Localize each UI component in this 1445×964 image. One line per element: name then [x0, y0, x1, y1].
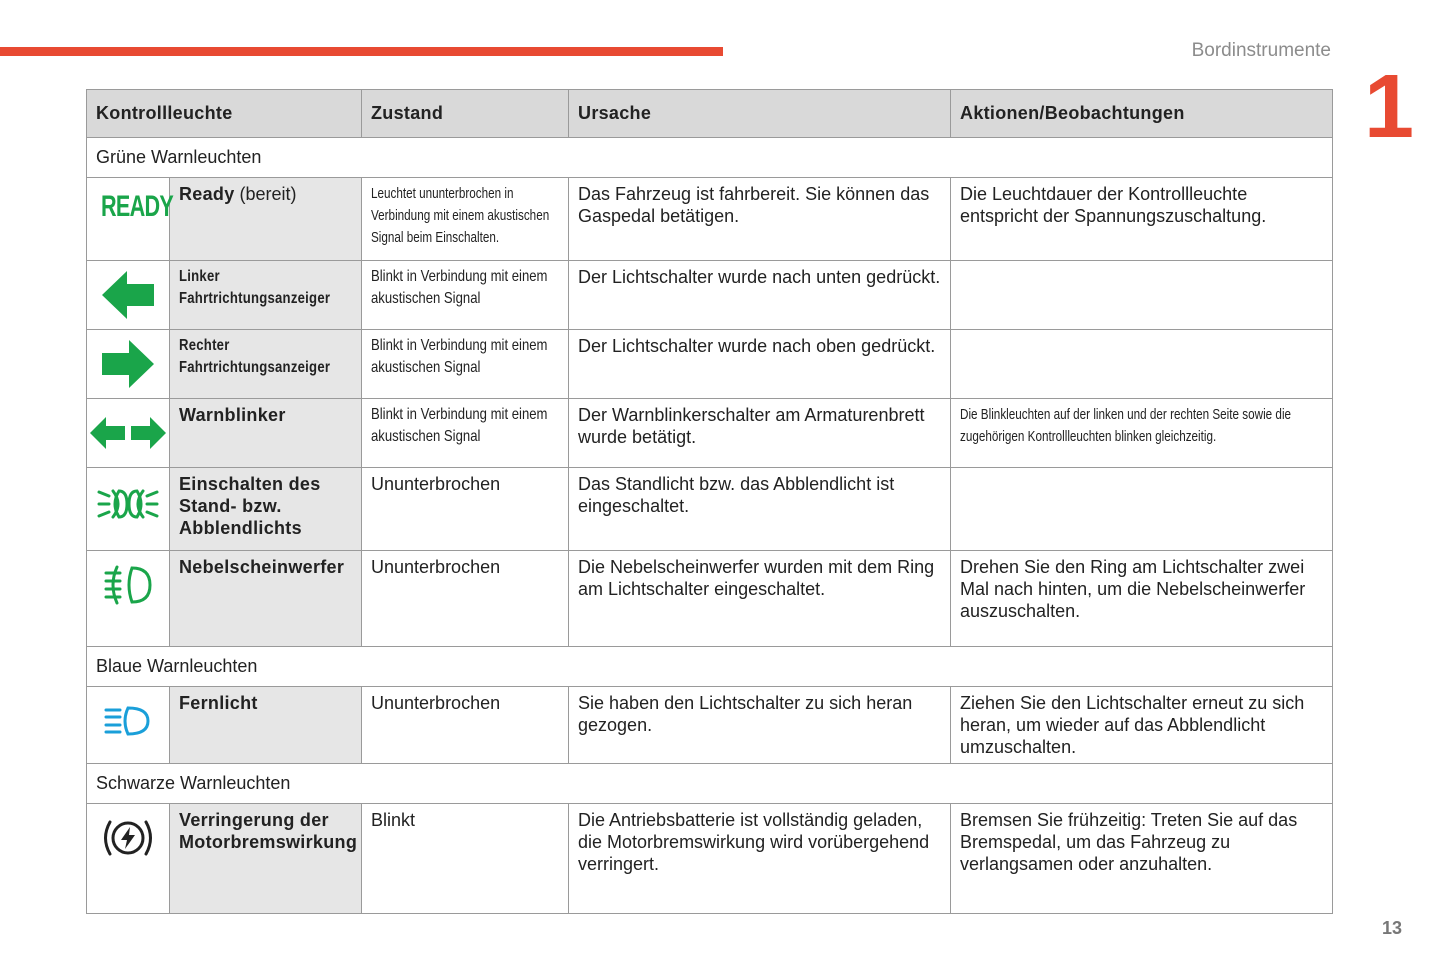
table-row: [87, 261, 1333, 330]
light-name-text: Warnblinker: [179, 405, 286, 425]
column-header: Aktionen/Beobachtungen: [951, 90, 1333, 138]
action-cell: Bremsen Sie frühzeitig: Treten Sie auf das Bremspedal, um das Fahrzeug zu verlangsamen oder anzuhalten.: [951, 804, 1333, 914]
light-name-text: Nebelscheinwerfer: [179, 557, 345, 577]
column-header: Ursache: [569, 90, 951, 138]
light-name: [170, 330, 362, 399]
right-arrow-icon: [87, 330, 170, 399]
light-name: [170, 178, 362, 261]
state-cell: [362, 330, 569, 399]
light-name: [170, 399, 362, 468]
chapter-number: 1: [1364, 57, 1415, 157]
high-beam-icon: [87, 687, 170, 764]
light-name: [170, 551, 362, 647]
state-text: Leuchtet ununterbrochen in Verbindung mit einem akustischen Signal beim Einschalten.: [371, 185, 550, 246]
action-cell: Ziehen Sie den Lichtschalter erneut zu sich heran, um wieder auf das Abblendlicht umzuschalten.: [951, 687, 1333, 764]
state-cell: Ununterbrochen: [362, 468, 569, 551]
ready-icon: [87, 178, 174, 261]
column-header: Kontrollleuchte: [87, 90, 362, 138]
state-cell: Ununterbrochen: [362, 551, 569, 647]
table-row: [87, 551, 1333, 647]
action-text: Die Blinkleuchten auf der linken und der rechten Seite sowie die zugehörigen Kontrollleuchten blinken gleichzeitig.: [960, 406, 1292, 445]
table-row: [87, 468, 1333, 551]
light-name-text: Verringerung der Motorbremswirkung: [179, 810, 358, 852]
action-cell: [951, 468, 1333, 551]
table-row: [87, 804, 1333, 914]
state-cell: [362, 399, 569, 468]
light-name-bold: Ready: [179, 184, 235, 204]
action-cell: [951, 261, 1333, 330]
section-title: Bordinstrumente: [1191, 40, 1331, 61]
cause-cell: Das Fahrzeug ist fahrbereit. Sie können das Gaspedal betätigen.: [569, 178, 951, 261]
light-name: [170, 687, 362, 764]
light-name: [170, 804, 362, 914]
light-name-text: Rechter Fahrtrichtungsanzeiger: [179, 337, 331, 376]
sidelights-icon: [87, 468, 170, 551]
table-row: [87, 399, 1333, 468]
cause-cell: Der Lichtschalter wurde nach oben gedrückt.: [569, 330, 951, 399]
column-header: Zustand: [362, 90, 569, 138]
group-heading: Grüne Warnleuchten: [87, 138, 1333, 178]
state-cell: Ununterbrochen: [362, 687, 569, 764]
regen-braking-icon: [87, 804, 170, 914]
action-cell: Die Leuchtdauer der Kontrollleuchte entspricht der Spannungszuschaltung.: [951, 178, 1333, 261]
state-cell: [362, 261, 569, 330]
cause-cell: Das Standlicht bzw. das Abblendlicht ist eingeschaltet.: [569, 468, 951, 551]
cause-cell: Die Antriebsbatterie ist vollständig geladen, die Motorbremswirkung wird vorübergehend verringert.: [569, 804, 951, 914]
action-cell: [951, 399, 1333, 468]
accent-bar: [0, 47, 723, 56]
light-name: [170, 261, 362, 330]
state-text: Blinkt in Verbindung mit einem akustischen Signal: [371, 406, 548, 445]
state-cell: [362, 178, 569, 261]
state-text: Blinkt in Verbindung mit einem akustischen Signal: [371, 337, 548, 376]
table-row: [87, 330, 1333, 399]
warning-lights-table: [86, 89, 1333, 914]
page-number: 13: [1382, 918, 1403, 938]
light-name-text: Einschalten des Stand- bzw. Abblendlichts: [179, 474, 321, 538]
action-cell: Drehen Sie den Ring am Lichtschalter zwei Mal nach hinten, um die Nebelscheinwerfer auszuschalten.: [951, 551, 1333, 647]
cause-cell: Der Lichtschalter wurde nach unten gedrückt.: [569, 261, 951, 330]
state-cell: Blinkt: [362, 804, 569, 914]
group-heading: Blaue Warnleuchten: [87, 647, 1333, 687]
light-name-suffix: (bereit): [234, 184, 297, 204]
table-row: [87, 687, 1333, 764]
ready-icon-text: READY: [101, 190, 174, 223]
cause-cell: Die Nebelscheinwerfer wurden mit dem Ring am Lichtschalter eingeschaltet.: [569, 551, 951, 647]
table-row: [87, 178, 1333, 261]
left-arrow-icon: [87, 261, 170, 330]
cause-cell: Sie haben den Lichtschalter zu sich heran gezogen.: [569, 687, 951, 764]
light-name-text: Fernlicht: [179, 693, 258, 713]
table-header-row: [87, 90, 1333, 138]
cause-cell: Der Warnblinkerschalter am Armaturenbrett wurde betätigt.: [569, 399, 951, 468]
light-name: [170, 468, 362, 551]
group-heading: Schwarze Warnleuchten: [87, 764, 1333, 804]
state-text: Blinkt in Verbindung mit einem akustischen Signal: [371, 268, 548, 307]
light-name-text: Linker Fahrtrichtungsanzeiger: [179, 268, 331, 307]
action-cell: [951, 330, 1333, 399]
hazard-arrows-icon: [87, 399, 170, 468]
fog-light-icon: [87, 551, 170, 647]
